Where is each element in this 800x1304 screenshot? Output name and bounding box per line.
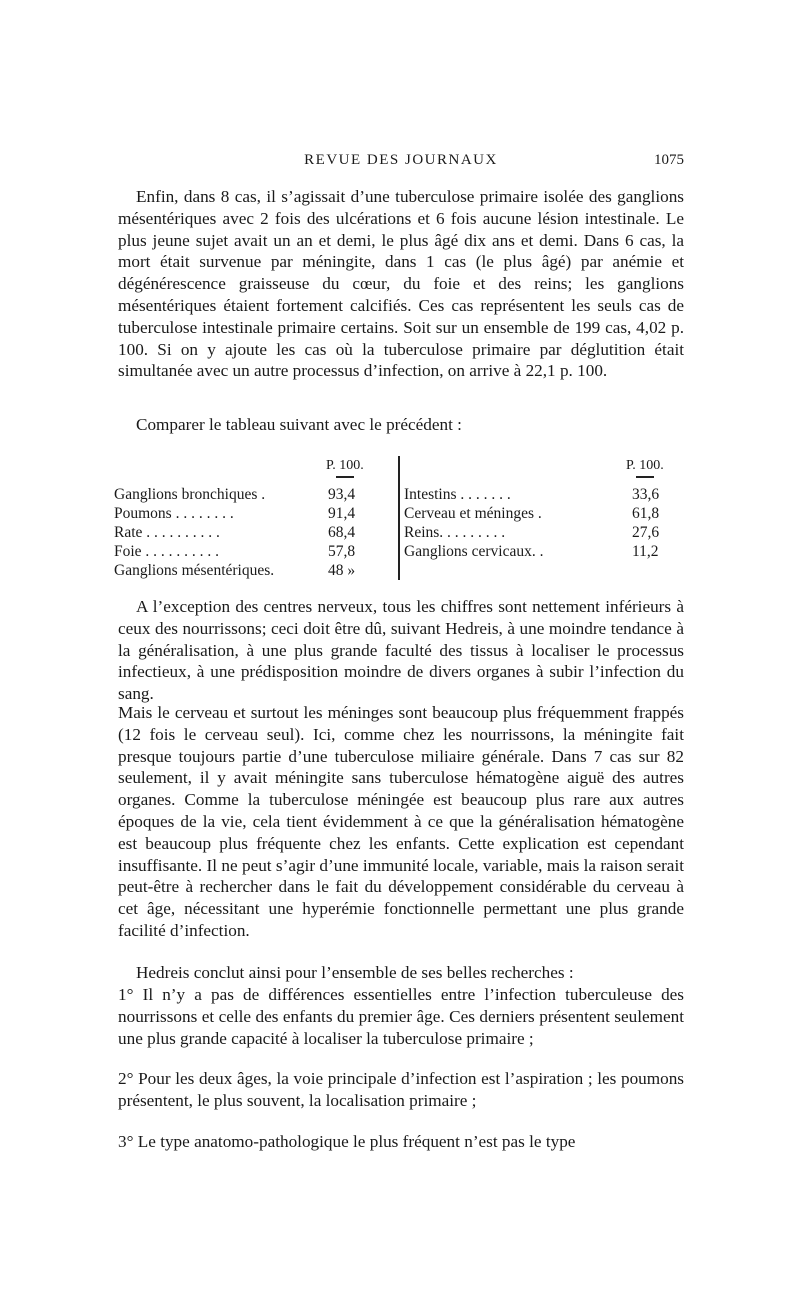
table-right-column (404, 456, 684, 580)
column-header: P. 100. (326, 458, 364, 473)
row-label: Foie . . . . . . . . . . (114, 543, 220, 560)
row-value: 33,6 (632, 486, 660, 503)
row-label: Cerveau et méninges . (404, 505, 542, 522)
table-left-column (114, 456, 378, 580)
row-label: Poumons . . . . . . . . (114, 505, 234, 522)
row-value: 61,8 (632, 505, 660, 522)
paragraph: Enfin, dans 8 cas, il s’agissait d’une tuberculose primaire isolée des ganglions mésentériques avec 2 fois des ulcérations et 6 fois aucune lésion intestinale. Le plus jeune sujet avait un an et demi, le plus âgé dix ans et demi. Dans 6 cas, la mort était survenue par méningite, dans 1 cas (le plus âgé) par anémie et dégénérescence graisseuse du cœur, du foie et des reins; les ganglions mésentériques étaient fortement calcifiés. Ces cas représentent les seuls cas de tuberculose intestinale primaire certains. Soit sur un ensemble de 199 cas, 4,02 p. 100. Si on y ajoute les cas où la tuberculose primaire par déglutition était simultanée avec un autre processus d’infection, on arrive à 22,1 p. 100. (118, 187, 684, 381)
conclusion-item: 3° Le type anatomo-pathologique le plus fréquent n’est pas le type (118, 1132, 576, 1151)
paragraph: A l’exception des centres nerveux, tous les chiffres sont nettement inférieurs à ceux des nourrissons; ceci doit être dû, suivant Hedreis, à une moindre tendance à la généralisation, à une plus grande faculté des tissus à localiser le processus infectieux, à une prédisposition moindre de divers organes à subir l’infection du sang. (118, 597, 684, 704)
row-value: 57,8 (328, 543, 356, 560)
conclusion-item: 1° Il n’y a pas de différences essentielles entre l’infection tuberculeuse des nourrissons et celle des enfants du premier âge. Ces derniers présentent seulement une plus grande capacité à localiser la tuberculose primaire ; (118, 985, 684, 1048)
row-label: Rate . . . . . . . . . . (114, 524, 220, 541)
paragraph: Mais le cerveau et surtout les méninges sont beaucoup plus fréquemment frappés (12 fois le cerveau seul). Ici, comme chez les nourrissons, la méningite fait presque toujours partie d’une tuberculose miliaire générale. Dans 7 cas sur 82 seulement, il y avait méningite sans tuberculose hématogène aiguë des autres organes. Comme la tuberculose méningée est beaucoup plus rare aux autres époques de la vie, cela tient évidemment à ce que la généralisation hématogène est beaucoup plus fréquente chez les enfants. Cette explication est cependant insuffisante. Il ne peut s’agir d’une immunité locale, variable, mais la raison serait peut-être à rechercher dans le fait du développement considérable du cerveau à cet âge, nécessitant une hyperémie fonctionnelle permettant une plus grande facilité d’infection. (118, 703, 684, 940)
row-label: Ganglions bronchiques . (114, 486, 266, 503)
row-label: Ganglions mésentériques. (114, 562, 275, 579)
running-title: REVUE DES JOURNAUX (304, 152, 498, 168)
conclusion-item: 2° Pour les deux âges, la voie principale d’infection est l’aspiration ; les poumons présentent, le plus souvent, la localisation primaire ; (118, 1069, 684, 1110)
row-value: 68,4 (328, 524, 356, 541)
table-divider (398, 456, 400, 580)
table-intro: Comparer le tableau suivant avec le précédent : (136, 415, 462, 434)
page-header (118, 152, 684, 174)
row-label: Intestins . . . . . . . (404, 486, 511, 503)
page-number: 1075 (654, 152, 684, 168)
row-value: 93,4 (328, 486, 356, 503)
column-header: P. 100. (626, 458, 664, 473)
paragraph: Hedreis conclut ainsi pour l’ensemble de ses belles recherches : (136, 963, 574, 982)
row-value: 27,6 (632, 524, 660, 541)
statistics-table (114, 456, 684, 580)
row-label: Ganglions cervicaux. . (404, 543, 544, 560)
row-value: 11,2 (632, 543, 659, 560)
header-dash (336, 476, 354, 478)
row-value: 91,4 (328, 505, 356, 522)
header-dash (636, 476, 654, 478)
row-value: 48 » (328, 562, 356, 579)
row-label: Reins. . . . . . . . . (404, 524, 506, 541)
